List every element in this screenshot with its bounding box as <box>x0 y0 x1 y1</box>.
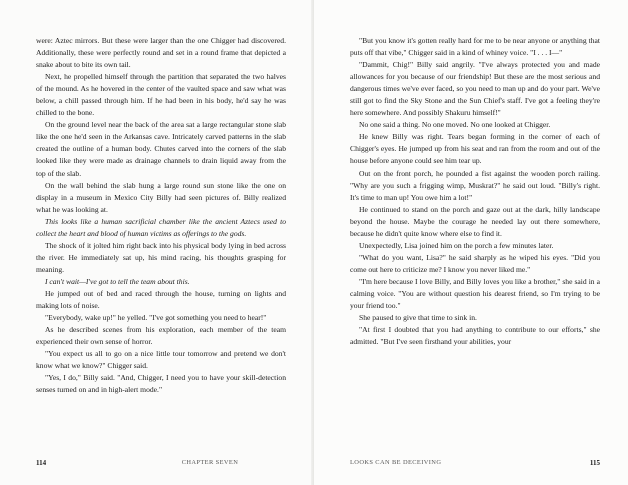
paragraph: "What do you want, Lisa?" he said sharply as he wiped his eyes. "Did you come out here to criticize me? I know you never liked me." <box>350 252 600 274</box>
right-page-body <box>350 35 600 348</box>
paragraph: On the wall behind the slab hung a large round sun stone like the one on display in a museum in Mexico City Billy had seen pictures of. Billy realized what he was looking at. <box>36 180 286 214</box>
right-page <box>314 0 628 485</box>
paragraph: He jumped out of bed and raced through the house, turning on lights and making lots of noise. <box>36 288 286 311</box>
paragraph: On the ground level near the back of the area sat a large rectangular stone slab like the one he'd seen in the Arkansas cave. Intricately carved patterns in the slab created the outline of a human body. Chutes carved into the corners of the slab looked like they were made as drainage channels to drain liquid away from the top of the slab. <box>36 120 286 178</box>
paragraph: No one said a thing. No one moved. No one looked at Chigger. <box>359 120 551 130</box>
paragraph: As he described scenes from his exploration, each member of the team experienced their own sense of horror. <box>36 325 286 347</box>
running-head: LOOKS CAN BE DECEIVING <box>350 459 442 466</box>
paragraph: "Dammit, Chig!" Billy said angrily. "I've always protected you and made allowances for you because of our friendship! But these are the most serious and dangerous times we've ever faced, so you need to man up and do your part. We've still got to find the Sky Stone and the Sun Chief's staff. I've got a feeling they're here somewhere. And possibly Shakuru himself!" <box>350 60 600 118</box>
paragraph: The shock of it jolted him right back into his physical body lying in bed across the river. He immediately sat up, his mind racing, his thoughts grasping for meaning. <box>36 240 286 274</box>
paragraph <box>36 372 286 396</box>
paragraph: were: Aztec mirrors. But these were larger than the one Chigger had discovered. Additionally, these were perfectly round and set in a round frame that depicted a snake about to bite its own tail. <box>36 36 286 70</box>
paragraph-italic: I can't wait—I've got to tell the team about this. <box>45 276 190 286</box>
paragraph-text: skill-detection senses turned on and in high-alert mode." <box>36 373 286 395</box>
paragraph: Next, he propelled himself through the partition that separated the two halves of the mound. As he hovered in the center of the vaulted space and saw what was below, a chill passed through him. If he had been in his body, he'd say he was chilled to the bone. <box>36 72 286 118</box>
paragraph: "Everybody, wake up!" he yelled. "I've got something you need to hear!" <box>45 313 267 323</box>
page-number: 115 <box>589 459 600 467</box>
paragraph: Out on the front porch, he pounded a fist against the wooden porch railing. "Why are you such a frigging wimp, Muskrat?" he said out loud. "Billy's right. It's time to man up! You owe him a lot!" <box>350 168 600 202</box>
paragraph: She paused to give that time to sink in. <box>359 313 477 323</box>
paragraph-italic: This looks like a human sacrificial chamber like the ancient Aztecs used to collect the heart and blood of human victims as offerings to the gods. <box>36 216 286 238</box>
running-head: CHAPTER SEVEN <box>181 459 239 466</box>
paragraph: "You expect us all to go on a nice little tour tomorrow and pretend we don't know what we know?" Chigger said. <box>36 349 286 371</box>
paragraph: He continued to stand on the porch and gaze out at the dark, hilly landscape beyond the house. Maybe the courage he needed lay out there somewhere, because he didn't quite know where else to find it. <box>350 204 600 238</box>
paragraph: Unexpectedly, Lisa joined him on the porch a few minutes later. <box>359 240 554 250</box>
paragraph: He knew Billy was right. Tears began forming in the corner of each of Chigger's eyes. He jumped up from his seat and ran from the room and out of the house before anyone could see him tear up. <box>350 132 600 166</box>
paragraph: "But you know it's gotten really hard for me to be near anyone or anything that puts off that vibe," Chigger said in a kind of whiney voice. "I . . . I—" <box>350 36 600 58</box>
page-number: 114 <box>36 459 47 467</box>
paragraph-text: "Yes, I do," Billy said. "And, Chigger, I need you to have your <box>45 373 243 383</box>
paragraph: "I'm here because I love Billy, and Billy loves you like a brother," she said in a calming voice. "You are without question his dearest friend, so I'm trying to be your friend too." <box>350 276 600 311</box>
paragraph: "At first I doubted that you had anything to contribute to our efforts," she admitted. "But I've seen firsthand your abilities, your <box>350 325 600 347</box>
left-page-body <box>36 35 286 396</box>
